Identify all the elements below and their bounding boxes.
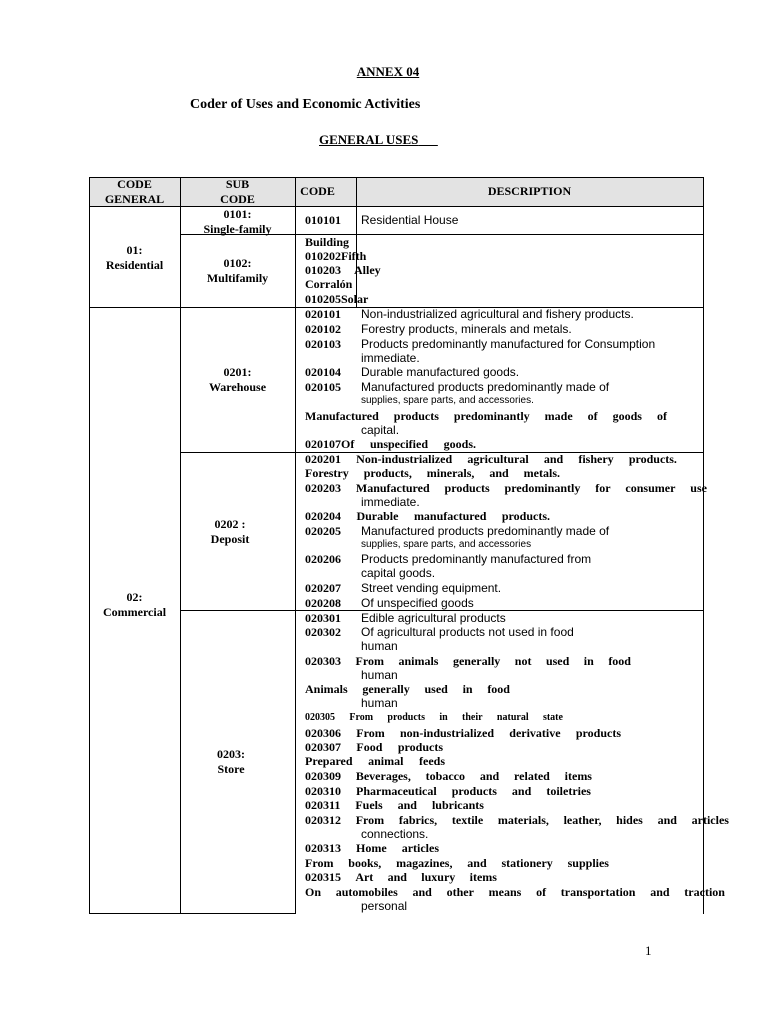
word: 020311 xyxy=(305,798,341,812)
word: feeds xyxy=(419,754,445,768)
row-code: 010205Solar xyxy=(305,292,369,306)
row-description-continued: immediate. xyxy=(361,351,420,365)
word: and xyxy=(387,870,407,884)
header-code: CODE xyxy=(300,184,335,198)
row-description-continued: supplies, spare parts, and accessories xyxy=(361,539,532,550)
general-residential: 01: Residential xyxy=(105,243,164,272)
word: agricultural xyxy=(467,452,529,466)
word: Animals xyxy=(305,682,348,696)
row-description: Products predominantly manufactured for Consumption xyxy=(361,337,656,351)
sub-deposit: 0202 : Deposit xyxy=(210,517,250,546)
word: Beverages, xyxy=(355,769,411,783)
word: of xyxy=(656,409,667,423)
word: of xyxy=(587,409,598,423)
row-code: 020301 xyxy=(305,611,341,625)
word: On xyxy=(305,885,322,899)
word: 020201 xyxy=(305,452,341,466)
word: articles xyxy=(691,813,729,827)
word: 020309 xyxy=(305,769,341,783)
row-justified xyxy=(305,784,591,798)
word: supplies xyxy=(567,856,609,870)
row-justified xyxy=(305,682,510,696)
word: food xyxy=(487,682,510,696)
word: Art xyxy=(355,870,374,884)
word: in xyxy=(439,712,448,723)
word: 020315 xyxy=(305,870,341,884)
word: items xyxy=(469,870,497,884)
row-description: Forestry products, minerals and metals. xyxy=(361,322,572,336)
word: products xyxy=(575,726,621,740)
row-description-continued: immediate. xyxy=(361,495,420,509)
row-code: 020206 xyxy=(305,552,341,566)
sub-single-family: 0101: Single-family xyxy=(203,207,272,236)
word: 020303 xyxy=(305,654,341,668)
word: luxury xyxy=(421,870,456,884)
row-code: 020208 xyxy=(305,596,341,610)
word: materials, xyxy=(497,813,549,827)
row-description-continued: capital goods. xyxy=(361,566,436,580)
word: From xyxy=(355,654,384,668)
annex-title: ANNEX 04 xyxy=(356,64,420,79)
row-justified xyxy=(305,466,560,480)
row-justified xyxy=(305,711,563,725)
word: 020204 xyxy=(305,509,341,523)
word: and xyxy=(412,885,432,899)
word: derivative xyxy=(509,726,561,740)
word: minerals, xyxy=(426,466,475,480)
word: 020310 xyxy=(305,784,341,798)
word: goods xyxy=(612,409,642,423)
row-justified xyxy=(305,509,550,523)
word: animal xyxy=(368,754,404,768)
row-description-continued: connections. xyxy=(361,827,429,841)
word: Manufactured xyxy=(355,481,430,495)
word: books, xyxy=(348,856,382,870)
word: products xyxy=(397,740,443,754)
header-sub-code: SUB CODE xyxy=(220,177,255,206)
word: 020307 xyxy=(305,740,341,754)
row-code: 020101 xyxy=(305,307,341,321)
row-description-continued: capital. xyxy=(361,423,400,437)
row-justified xyxy=(305,841,439,855)
word: and xyxy=(467,856,487,870)
row-code: 020105 xyxy=(305,380,341,394)
word: Home xyxy=(356,841,387,855)
word: magazines, xyxy=(396,856,453,870)
row-description: Manufactured products predominantly made of xyxy=(361,524,610,538)
word: made xyxy=(544,409,573,423)
word: related xyxy=(514,769,550,783)
word: products xyxy=(387,712,425,723)
row-description-continued: human xyxy=(361,668,398,682)
word: Non-industrialized xyxy=(356,452,453,466)
row-code: 020207 xyxy=(305,581,341,595)
word: and xyxy=(397,798,417,812)
word: means xyxy=(488,885,522,899)
row-justified xyxy=(305,654,631,668)
word: and xyxy=(657,813,677,827)
word: unspecified xyxy=(369,437,428,451)
word: products xyxy=(451,784,497,798)
word: stationery xyxy=(501,856,553,870)
row-justified xyxy=(305,870,497,884)
row-code: 020103 xyxy=(305,337,341,351)
row-justified xyxy=(305,726,621,740)
word: From xyxy=(356,726,385,740)
word: Forestry xyxy=(305,466,349,480)
row-justified xyxy=(305,452,677,466)
section-title: GENERAL USES xyxy=(319,132,419,147)
header-description: DESCRIPTION xyxy=(487,184,572,198)
word: fabrics, xyxy=(398,813,438,827)
word: products xyxy=(444,481,490,495)
row-description: Of unspecified goods xyxy=(361,596,474,610)
word: and xyxy=(489,466,509,480)
word: natural xyxy=(496,712,529,723)
word: other xyxy=(446,885,474,899)
row-description: Non-industrialized agricultural and fishery products. xyxy=(361,307,634,321)
word: not xyxy=(514,654,532,668)
row-description-continued: supplies, spare parts, and accessories. xyxy=(361,395,534,406)
word: From xyxy=(349,712,374,723)
row-justified xyxy=(305,856,609,870)
word: 020305 xyxy=(305,712,335,723)
sub-store: 0203: Store xyxy=(217,747,245,776)
word: toiletries xyxy=(546,784,591,798)
row-justified xyxy=(305,885,725,899)
row-justified xyxy=(305,754,445,768)
word: used xyxy=(424,682,448,696)
word: for xyxy=(595,481,611,495)
page-number: 1 xyxy=(645,943,652,958)
word: manufactured xyxy=(413,509,487,523)
word: 020203 xyxy=(305,481,341,495)
word: textile xyxy=(451,813,484,827)
word: 020107Of xyxy=(305,437,355,451)
word: 020312 xyxy=(305,813,341,827)
word: their xyxy=(462,712,483,723)
word: items xyxy=(564,769,592,783)
row-description-continued: human xyxy=(361,639,398,653)
row-code: 010203 xyxy=(305,263,341,277)
word: and xyxy=(511,784,532,798)
row-description: Manufactured products predominantly made of xyxy=(361,380,610,394)
row-code: 020102 xyxy=(305,322,341,336)
row-justified xyxy=(305,437,476,451)
document-subtitle: Coder of Uses and Economic Activities xyxy=(190,97,421,112)
row-description: Street vending equipment. xyxy=(361,581,502,595)
row-justified xyxy=(305,481,707,495)
row-code: 010202Fifth xyxy=(305,249,367,263)
word: non-industrialized xyxy=(399,726,494,740)
word: animals xyxy=(398,654,439,668)
row-description-continued: personal xyxy=(361,899,408,913)
word: Food xyxy=(356,740,383,754)
row-description: Products predominantly manufactured from xyxy=(361,552,592,566)
word: products xyxy=(393,409,439,423)
word: 020306 xyxy=(305,726,341,740)
word: From xyxy=(305,856,334,870)
row-justified xyxy=(305,798,484,812)
sub-multifamily: 0102: Multifamily xyxy=(206,256,269,285)
row-description: Of agricultural products not used in food xyxy=(361,625,574,639)
row-description: Residential House xyxy=(361,213,459,227)
row-code: Corralón xyxy=(305,277,353,291)
word: used xyxy=(545,654,570,668)
word: state xyxy=(542,712,563,723)
word: and xyxy=(479,769,500,783)
row-justified xyxy=(305,740,443,754)
word: 020313 xyxy=(305,841,341,855)
word: generally xyxy=(452,654,501,668)
row-code: 020205 xyxy=(305,524,341,538)
word: Pharmaceutical xyxy=(356,784,437,798)
word: predominantly xyxy=(453,409,530,423)
word: generally xyxy=(362,682,410,696)
word: leather, xyxy=(563,813,602,827)
word: fishery xyxy=(578,452,614,466)
row-description: Durable manufactured goods. xyxy=(361,365,520,379)
row-code: 010101 xyxy=(305,213,341,227)
word: traction xyxy=(684,885,725,899)
word: From xyxy=(355,813,385,827)
row-code: 020104 xyxy=(305,365,341,379)
word: goods. xyxy=(443,437,476,451)
word: Fuels xyxy=(355,798,383,812)
word: food xyxy=(608,654,631,668)
row-code: Building xyxy=(305,235,350,249)
word: products. xyxy=(501,509,550,523)
general-commercial: 02: Commercial xyxy=(102,590,167,619)
row-description: Edible agricultural products xyxy=(361,611,506,625)
row-description-continued: human xyxy=(361,696,398,710)
word: in xyxy=(462,682,473,696)
word: hides xyxy=(616,813,643,827)
word: automobiles xyxy=(335,885,398,899)
word: Prepared xyxy=(305,754,353,768)
word: transportation xyxy=(560,885,636,899)
row-justified xyxy=(305,813,729,827)
word: products, xyxy=(363,466,412,480)
word: Durable xyxy=(356,509,399,523)
header-code-general: CODE GENERAL xyxy=(104,177,165,206)
word: predominantly xyxy=(504,481,581,495)
row-code: 020302 xyxy=(305,625,341,639)
word: lubricants xyxy=(431,798,484,812)
sub-warehouse: 0201: Warehouse xyxy=(208,365,267,394)
word: of xyxy=(536,885,547,899)
word: Manufactured xyxy=(305,409,379,423)
row-description: Alley xyxy=(354,263,381,277)
word: consumer xyxy=(625,481,676,495)
word: and xyxy=(650,885,670,899)
word: and xyxy=(543,452,564,466)
word: articles xyxy=(401,841,439,855)
row-justified xyxy=(305,409,667,423)
row-justified xyxy=(305,769,592,783)
word: tobacco xyxy=(425,769,465,783)
word: in xyxy=(583,654,594,668)
word: metals. xyxy=(523,466,560,480)
word: products. xyxy=(628,452,677,466)
word: use xyxy=(690,481,707,495)
